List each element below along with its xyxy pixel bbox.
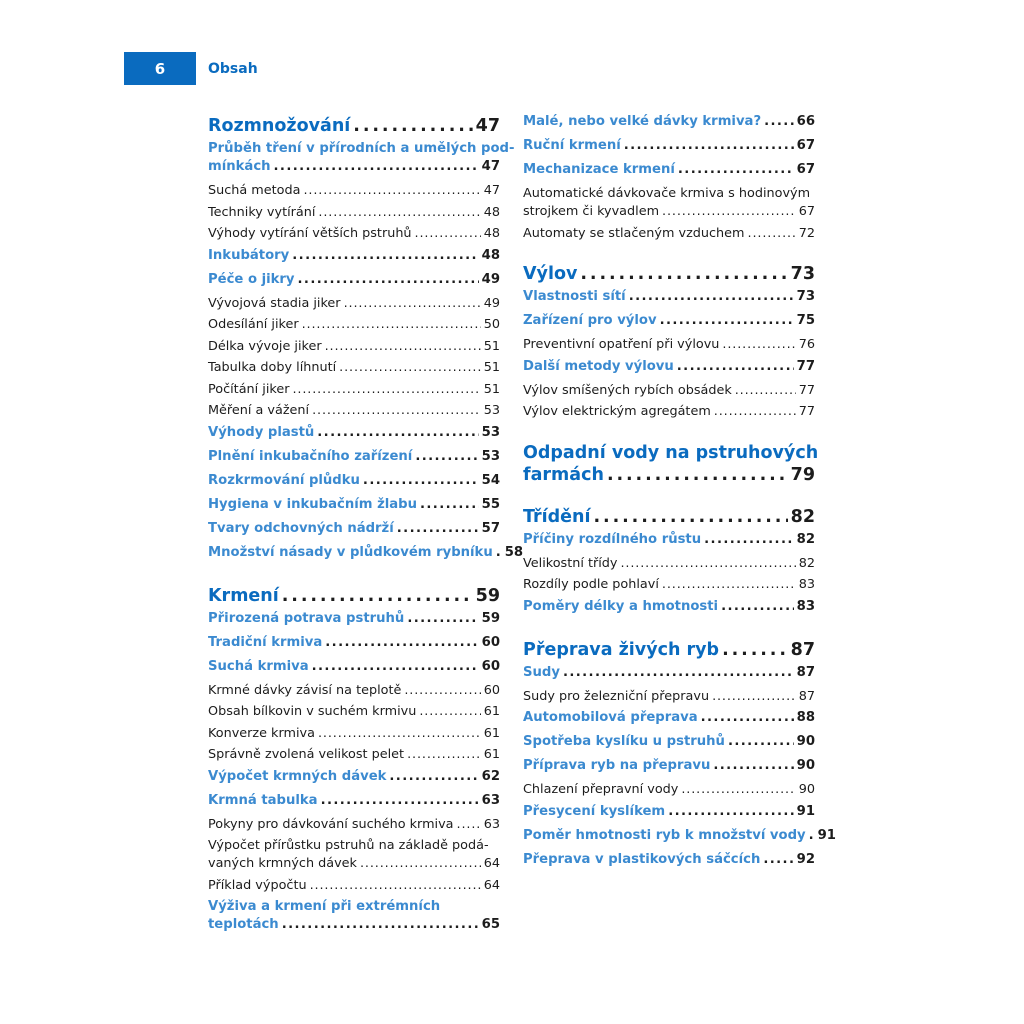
toc-entry-title: Ruční krmení	[523, 138, 621, 153]
toc-page-number: 83	[796, 598, 815, 614]
toc-section-entry[interactable]	[208, 424, 500, 442]
toc-subsection-entry[interactable]	[208, 204, 500, 222]
toc-entry-title: Tabulka doby líhnutí	[208, 360, 337, 375]
toc-entry-title: Sudy	[523, 664, 560, 680]
dot-leader	[298, 271, 479, 289]
dot-leader	[292, 247, 478, 265]
dot-leader	[620, 555, 795, 573]
toc-subsection-entry[interactable]	[208, 816, 500, 834]
dot-leader	[415, 225, 481, 243]
toc-entry-title: Obsah bílkovin v suchém krmivu	[208, 704, 417, 719]
toc-section-entry[interactable]	[523, 803, 815, 821]
toc-chapter-entry[interactable]	[208, 585, 500, 607]
toc-page-number: 63	[483, 816, 500, 832]
dot-leader	[681, 781, 795, 799]
toc-section-entry[interactable]	[208, 247, 500, 265]
dot-leader	[714, 403, 796, 421]
toc-entry-title: mínkách	[208, 159, 271, 174]
toc-entry-title: Výhody vytírání větších pstruhů	[208, 226, 412, 241]
toc-entry-title: Techniky vytírání	[208, 204, 316, 220]
toc-entry-title: Příprava ryb na přepravu	[523, 758, 711, 773]
toc-page-number: 60	[481, 658, 500, 674]
toc-section-entry[interactable]	[523, 288, 815, 306]
toc-chapter-entry[interactable]	[523, 639, 815, 661]
toc-subsection-entry[interactable]	[523, 403, 815, 421]
toc-page-number: 67	[796, 138, 815, 153]
toc-page-number: 72	[798, 225, 815, 241]
toc-entry-title: Příčiny rozdílného růstu	[523, 531, 702, 547]
page-number: 6	[124, 52, 196, 85]
toc-section-entry[interactable]	[208, 271, 500, 289]
toc-page-number: 82	[798, 555, 815, 571]
dot-leader	[318, 725, 481, 743]
toc-entry-title: Správně zvolená velikost pelet	[208, 747, 405, 762]
dot-leader	[660, 312, 794, 330]
toc-subsection-entry[interactable]	[208, 682, 500, 700]
toc-section-entry[interactable]	[208, 768, 500, 786]
toc-chapter-entry[interactable]	[523, 263, 815, 285]
toc-subsection-entry[interactable]	[208, 316, 500, 334]
toc-entry-title: Sudy pro železniční přepravu	[523, 688, 710, 704]
toc-page-number: 65	[481, 917, 500, 932]
toc-page-number: 90	[798, 782, 815, 797]
toc-page-number: 64	[483, 877, 500, 893]
toc-page-number: 61	[483, 704, 500, 719]
toc-subsection-entry[interactable]	[523, 576, 815, 594]
toc-page-number: 83	[798, 577, 815, 592]
toc-page-number: 91	[817, 827, 836, 843]
toc-right-column	[523, 113, 836, 875]
dot-leader	[339, 359, 481, 377]
dot-leader	[594, 506, 788, 528]
running-header: Obsah	[208, 60, 258, 77]
toc-entry-title: Velikostní třídy	[523, 555, 618, 571]
toc-entry-title: Výlov	[523, 264, 578, 284]
dot-leader	[662, 203, 796, 221]
toc-section-entry[interactable]	[523, 851, 815, 869]
toc-entry-title: Přesycení kyslíkem	[523, 803, 666, 819]
toc-page-number: 51	[483, 360, 500, 375]
toc-page-number: 59	[475, 585, 500, 606]
toc-page-number: 82	[790, 506, 815, 527]
dot-leader	[678, 161, 794, 179]
toc-entry-title-line: Průběh tření v přírodních a umělých pod-	[208, 141, 515, 156]
dot-leader	[325, 634, 478, 652]
dot-leader	[389, 768, 478, 786]
toc-section-entry[interactable]	[208, 140, 515, 176]
toc-page-number: 73	[790, 264, 815, 284]
toc-entry-title: Tradiční krmiva	[208, 634, 323, 650]
toc-section-entry[interactable]	[523, 827, 836, 845]
toc-entry-title: Poměr hmotnosti ryb k množství vody	[523, 827, 806, 843]
toc-section-entry[interactable]	[208, 472, 500, 490]
dot-leader	[496, 544, 502, 562]
dot-leader	[701, 709, 794, 727]
toc-entry-title: Měření a vážení	[208, 403, 310, 418]
toc-page-number: 55	[481, 496, 500, 512]
dot-leader	[809, 827, 815, 845]
toc-page-number: 64	[483, 856, 500, 871]
toc-page-number: 66	[796, 114, 815, 129]
dot-leader	[624, 137, 794, 155]
toc-section-entry[interactable]	[523, 358, 815, 376]
toc-section-entry[interactable]	[208, 448, 500, 466]
toc-chapter-entry[interactable]	[208, 115, 500, 137]
toc-page-number: 50	[483, 317, 500, 332]
toc-entry-title: Mechanizace krmení	[523, 162, 675, 177]
toc-entry-title: Délka vývoje jiker	[208, 338, 322, 354]
toc-subsection-entry[interactable]	[523, 688, 815, 706]
toc-section-entry[interactable]	[208, 658, 500, 676]
toc-page-number: 73	[796, 289, 815, 304]
toc-entry-title: Počítání jiker	[208, 381, 290, 397]
dot-leader	[292, 381, 480, 399]
toc-page-number: 62	[481, 768, 500, 784]
toc-entry-title-line: Odpadní vody na pstruhových	[523, 442, 819, 463]
toc-subsection-entry[interactable]	[208, 402, 500, 420]
toc-chapter-entry[interactable]	[523, 506, 815, 528]
toc-entry-title: Preventivní opatření při výlovu	[523, 337, 720, 352]
toc-section-entry[interactable]	[523, 664, 815, 682]
dot-leader	[419, 703, 480, 721]
toc-page-number: 48	[483, 226, 500, 241]
toc-subsection-entry[interactable]	[208, 381, 500, 399]
dot-leader	[763, 851, 793, 869]
toc-page-number: 87	[790, 639, 815, 660]
toc-page-number: 57	[481, 520, 500, 536]
toc-section-entry[interactable]	[208, 520, 500, 538]
toc-entry-title: Rozkrmování plůdku	[208, 472, 360, 488]
toc-entry-title: Automaty se stlačeným vzduchem	[523, 225, 745, 241]
toc-page-number: 48	[483, 204, 500, 220]
toc-entry-title: teplotách	[208, 917, 279, 932]
toc-section-entry[interactable]	[523, 113, 815, 131]
toc-page-number: 87	[798, 688, 815, 704]
toc-page-number: 58	[504, 544, 524, 560]
dot-leader	[563, 664, 794, 682]
toc-entry-title: Výhody plastů	[208, 424, 315, 440]
dot-leader	[607, 464, 788, 486]
dot-leader	[344, 295, 481, 313]
toc-page-number: 82	[796, 531, 815, 547]
toc-entry-title: Suchá metoda	[208, 183, 301, 198]
toc-page-number: 53	[483, 403, 500, 418]
toc-entry-title: Malé, nebo velké dávky krmiva?	[523, 114, 762, 129]
toc-entry-title: Poměry délky a hmotnosti	[523, 598, 719, 614]
dot-leader	[325, 338, 481, 356]
toc-section-entry[interactable]	[208, 610, 500, 628]
toc-entry-title: Konverze krmiva	[208, 725, 315, 741]
dot-leader	[704, 531, 794, 549]
dot-leader	[310, 877, 481, 895]
toc-section-entry[interactable]	[523, 531, 815, 549]
section-gap	[208, 568, 500, 585]
dot-leader	[302, 316, 481, 334]
dot-leader	[735, 382, 796, 400]
toc-entry-title: Krmné dávky závisí na teplotě	[208, 682, 402, 698]
dot-leader	[748, 225, 796, 243]
toc-page-number: 77	[796, 358, 815, 374]
toc-subsection-entry[interactable]	[523, 382, 815, 400]
toc-page-number: 92	[796, 851, 815, 867]
toc-entry-title-line: Výživa a krmení při extrémních	[208, 899, 441, 914]
section-gap	[523, 622, 815, 639]
toc-subsection-entry[interactable]	[208, 182, 500, 200]
toc-page-number: 67	[796, 162, 815, 177]
dot-leader	[668, 803, 793, 821]
toc-page-number: 53	[481, 424, 500, 440]
toc-page-number: 77	[798, 382, 815, 398]
toc-entry-title: Vývojová stadia jiker	[208, 295, 341, 311]
toc-entry-title: Třídění	[523, 506, 591, 527]
toc-entry-title: Odesílání jiker	[208, 317, 299, 332]
dot-leader	[282, 585, 473, 607]
toc-entry-title-line: Automatické dávkovače krmiva s hodinovým	[523, 186, 811, 201]
toc-subsection-entry[interactable]	[523, 555, 815, 573]
toc-entry-title: Přirozená potrava pstruhů	[208, 610, 405, 626]
toc-subsection-entry[interactable]	[208, 225, 500, 243]
dot-leader	[712, 688, 796, 706]
toc-entry-title: Zařízení pro výlov	[523, 313, 657, 328]
toc-entry-title: Přeprava v plastikových sáčcích	[523, 851, 761, 867]
toc-section-entry[interactable]	[523, 598, 815, 616]
section-gap	[523, 489, 815, 506]
dot-leader	[407, 746, 481, 764]
toc-subsection-entry[interactable]	[208, 359, 500, 377]
toc-chapter-entry[interactable]	[523, 442, 819, 486]
toc-section-entry[interactable]	[208, 544, 524, 562]
toc-page-number: 75	[796, 313, 815, 328]
toc-entry-title: Hygiena v inkubačním žlabu	[208, 496, 417, 512]
dot-leader	[318, 204, 480, 222]
toc-entry-title: Chlazení přepravní vody	[523, 782, 679, 797]
dot-leader	[728, 733, 794, 751]
dot-leader	[764, 113, 794, 131]
toc-section-entry[interactable]	[208, 792, 500, 810]
toc-section-entry[interactable]	[208, 496, 500, 514]
toc-entry-title: Inkubátory	[208, 247, 290, 263]
dot-leader	[282, 916, 479, 934]
toc-page-number: 47	[481, 159, 500, 174]
toc-page-number: 77	[798, 404, 815, 419]
dot-leader	[407, 610, 478, 628]
dot-leader	[457, 816, 481, 834]
dot-leader	[303, 182, 480, 200]
toc-page-number: 87	[796, 664, 815, 680]
toc-entry-title: vaných krmných dávek	[208, 856, 357, 871]
toc-page-number: 76	[798, 337, 815, 352]
toc-subsection-entry[interactable]	[208, 746, 500, 764]
toc-page-number: 61	[483, 747, 500, 762]
toc-entry-title: Spotřeba kyslíku u pstruhů	[523, 734, 725, 749]
toc-section-entry[interactable]	[523, 757, 815, 775]
dot-leader	[312, 402, 481, 420]
section-gap	[523, 246, 815, 263]
toc-entry-title: strojkem či kyvadlem	[523, 204, 660, 219]
dot-leader	[580, 263, 787, 285]
dot-leader	[312, 658, 479, 676]
toc-section-entry[interactable]	[208, 898, 500, 934]
toc-entry-title: Další metody výlovu	[523, 358, 674, 374]
toc-subsection-entry[interactable]	[208, 703, 500, 721]
dot-leader	[404, 682, 480, 700]
toc-entry-title: Rozdíly podle pohlaví	[523, 577, 659, 592]
toc-entry-title: Krmná tabulka	[208, 792, 318, 808]
toc-page-number: 59	[481, 610, 500, 626]
toc-entry-title: Krmení	[208, 585, 279, 606]
toc-entry-title-line: Výpočet přírůstku pstruhů na základě podá-	[208, 838, 489, 853]
toc-page-number: 63	[481, 792, 500, 808]
toc-page-number: 53	[481, 448, 500, 464]
dot-leader	[721, 598, 794, 616]
toc-page-number: 60	[481, 634, 500, 650]
toc-subsection-entry[interactable]	[208, 338, 500, 356]
toc-entry-title: Výlov smíšených rybích obsádek	[523, 382, 732, 398]
dot-leader	[629, 288, 794, 306]
dot-leader	[321, 792, 479, 810]
toc-entry-title: Pokyny pro dávkování suchého krmiva	[208, 816, 454, 832]
toc-page-number: 88	[796, 710, 815, 725]
toc-subsection-entry[interactable]	[208, 877, 500, 895]
toc-page-number: 61	[483, 725, 500, 741]
toc-entry-title: Rozmnožování	[208, 116, 351, 136]
toc-page-number: 47	[483, 183, 500, 198]
toc-entry-title: farmách	[523, 464, 604, 485]
dot-leader	[722, 336, 795, 354]
toc-subsection-entry[interactable]	[523, 336, 815, 354]
dot-leader	[420, 496, 479, 514]
toc-page-number: 90	[796, 734, 815, 749]
dot-leader	[722, 639, 788, 661]
toc-left-column	[208, 115, 524, 940]
toc-subsection-entry[interactable]	[208, 837, 500, 873]
dot-leader	[662, 576, 796, 594]
dot-leader	[360, 855, 481, 873]
toc-subsection-entry[interactable]	[523, 781, 815, 799]
toc-page-number: 49	[481, 271, 500, 287]
toc-page-number: 79	[790, 464, 815, 485]
toc-entry-title: Přeprava živých ryb	[523, 639, 720, 660]
toc-section-entry[interactable]	[208, 634, 500, 652]
toc-section-entry[interactable]	[523, 137, 815, 155]
toc-entry-title: Péče o jikry	[208, 271, 295, 287]
dot-leader	[415, 448, 478, 466]
dot-leader	[274, 158, 479, 176]
toc-entry-title: Výlov elektrickým agregátem	[523, 404, 711, 419]
dot-leader	[397, 520, 479, 538]
toc-subsection-entry[interactable]	[208, 295, 500, 313]
toc-entry-title: Příklad výpočtu	[208, 877, 307, 893]
toc-entry-title: Vlastnosti sítí	[523, 289, 626, 304]
toc-page-number: 51	[483, 381, 500, 397]
toc-subsection-entry[interactable]	[523, 185, 815, 221]
dot-leader	[353, 115, 472, 137]
toc-entry-title: Tvary odchovných nádrží	[208, 520, 394, 536]
toc-entry-title: Plnění inkubačního zařízení	[208, 448, 413, 464]
dot-leader	[317, 424, 478, 442]
dot-leader	[713, 757, 793, 775]
toc-page-number: 51	[483, 338, 500, 354]
toc-subsection-entry[interactable]	[523, 225, 815, 243]
toc-section-entry[interactable]	[523, 733, 815, 751]
toc-page-number: 54	[481, 472, 500, 488]
toc-page-number: 91	[796, 803, 815, 819]
toc-entry-title: Množství násady v plůdkovém rybníku	[208, 544, 493, 560]
toc-section-entry[interactable]	[523, 709, 815, 727]
toc-page-number: 67	[798, 204, 815, 219]
toc-subsection-entry[interactable]	[208, 725, 500, 743]
dot-leader	[677, 358, 794, 376]
toc-page-number: 49	[483, 295, 500, 311]
toc-page-number: 47	[475, 116, 500, 136]
toc-entry-title: Automobilová přeprava	[523, 710, 698, 725]
section-gap	[523, 425, 815, 442]
dot-leader	[363, 472, 479, 490]
toc-entry-title: Výpočet krmných dávek	[208, 768, 387, 784]
toc-page-number: 90	[796, 758, 815, 773]
toc-page-number: 48	[481, 247, 500, 263]
toc-page-number: 60	[483, 682, 500, 698]
toc-section-entry[interactable]	[523, 161, 815, 179]
toc-section-entry[interactable]	[523, 312, 815, 330]
toc-entry-title: Suchá krmiva	[208, 658, 309, 674]
